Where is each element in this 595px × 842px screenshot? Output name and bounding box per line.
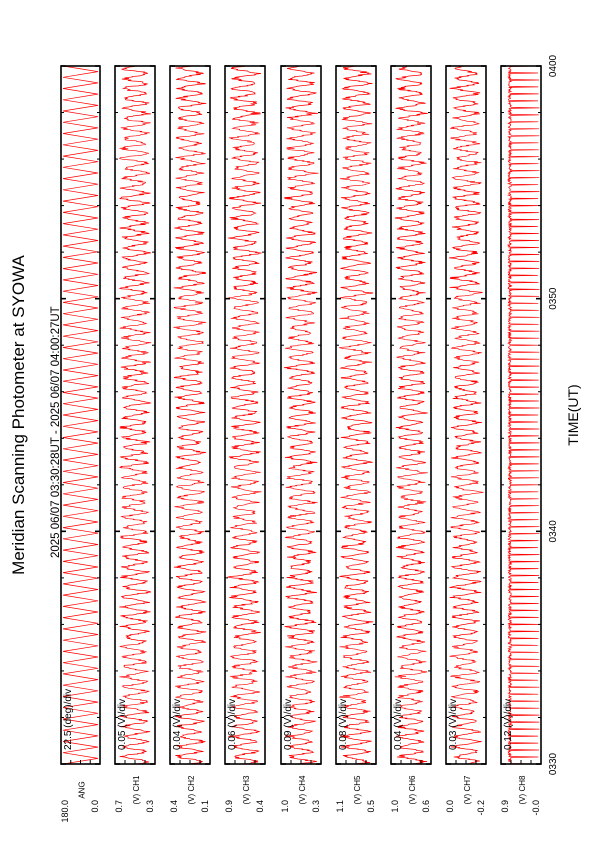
x-tick-labels [548,54,559,775]
trace-line-4 [228,66,262,764]
x-tick-0330: 0330 [548,752,559,776]
panel-scale-label: 0.03 (V)/div [448,698,459,750]
trace-line-5 [284,66,318,764]
y-tick-min: 0.1 [200,800,210,813]
y-tick-min: 0.3 [145,800,155,813]
y-tick-min: 0.6 [421,800,431,813]
x-axis-label: TIME(UT) [565,384,581,446]
trace-line-9 [508,66,539,764]
panel-frame [61,66,100,764]
x-tick-0400: 0400 [548,54,559,78]
channel-label: (V) CH8 [518,775,527,805]
panel-3 [169,66,210,813]
channel-label: (V) CH3 [242,775,251,805]
y-tick-min: 0.3 [311,800,321,813]
trace-line-7 [395,66,428,764]
y-tick-max: 0.0 [445,800,455,813]
panel-2 [114,66,155,813]
y-tick-max: 0.9 [224,800,234,813]
panel-1 [60,66,100,823]
trace-line-2 [119,66,151,764]
y-tick-max: 0.9 [500,800,510,813]
channel-label: (V) CH5 [353,775,362,805]
channel-label: (V) CH1 [132,775,141,805]
y-tick-min: -0.2 [476,800,486,816]
panel-7 [390,66,431,813]
panel-scale-label: 0.05 (V)/div [117,698,128,750]
trace-line-3 [173,66,206,764]
channel-label: (V) CH2 [187,775,196,805]
panel-scale-label: 0.09 (V)/div [283,698,294,750]
y-tick-max: 180.0 [60,800,70,823]
y-tick-max: 0.7 [114,800,124,813]
y-tick-max: 0.4 [169,800,179,813]
panel-scale-label: 0.04 (V)/div [172,698,183,750]
time-range: 2025 06/07 03:30:28UT - 2025 06/07 04:00:27UT [50,306,62,558]
panel-8 [445,66,486,816]
x-tick-0350: 0350 [548,287,559,310]
panel-5 [280,66,321,813]
panel-scale-label: 0.04 (V)/div [393,698,404,750]
y-tick-max: 1.0 [280,800,290,813]
channel-label: (V) CH6 [408,775,417,805]
y-tick-min: 0.5 [366,800,376,813]
trace-line-1 [63,66,98,764]
channel-label: ANG [77,781,87,799]
y-tick-min: -0.0 [531,800,541,816]
y-tick-max: 1.0 [390,800,400,813]
y-tick-min: 0.0 [90,800,100,813]
trace-line-8 [449,66,484,764]
panel-9 [500,66,541,816]
panel-6 [335,66,376,813]
panel-scale-label: 0.12 (V)/div [503,698,514,750]
chart-title: Meridian Scanning Photometer at SYOWA [9,255,28,575]
panel-scale-label: 22.5 (deg)/div [63,688,74,750]
y-tick-max: 1.1 [335,800,345,813]
x-tick-0340: 0340 [548,520,559,543]
panel-4 [224,66,265,813]
panel-scale-label: 0.08 (V)/div [338,698,349,750]
panel-scale-label: 0.06 (V)/div [227,698,238,750]
panels-group [60,66,541,823]
channel-label: (V) CH7 [463,775,472,805]
channel-label: (V) CH4 [298,775,307,805]
y-tick-min: 0.4 [255,800,265,813]
trace-line-6 [339,66,373,764]
